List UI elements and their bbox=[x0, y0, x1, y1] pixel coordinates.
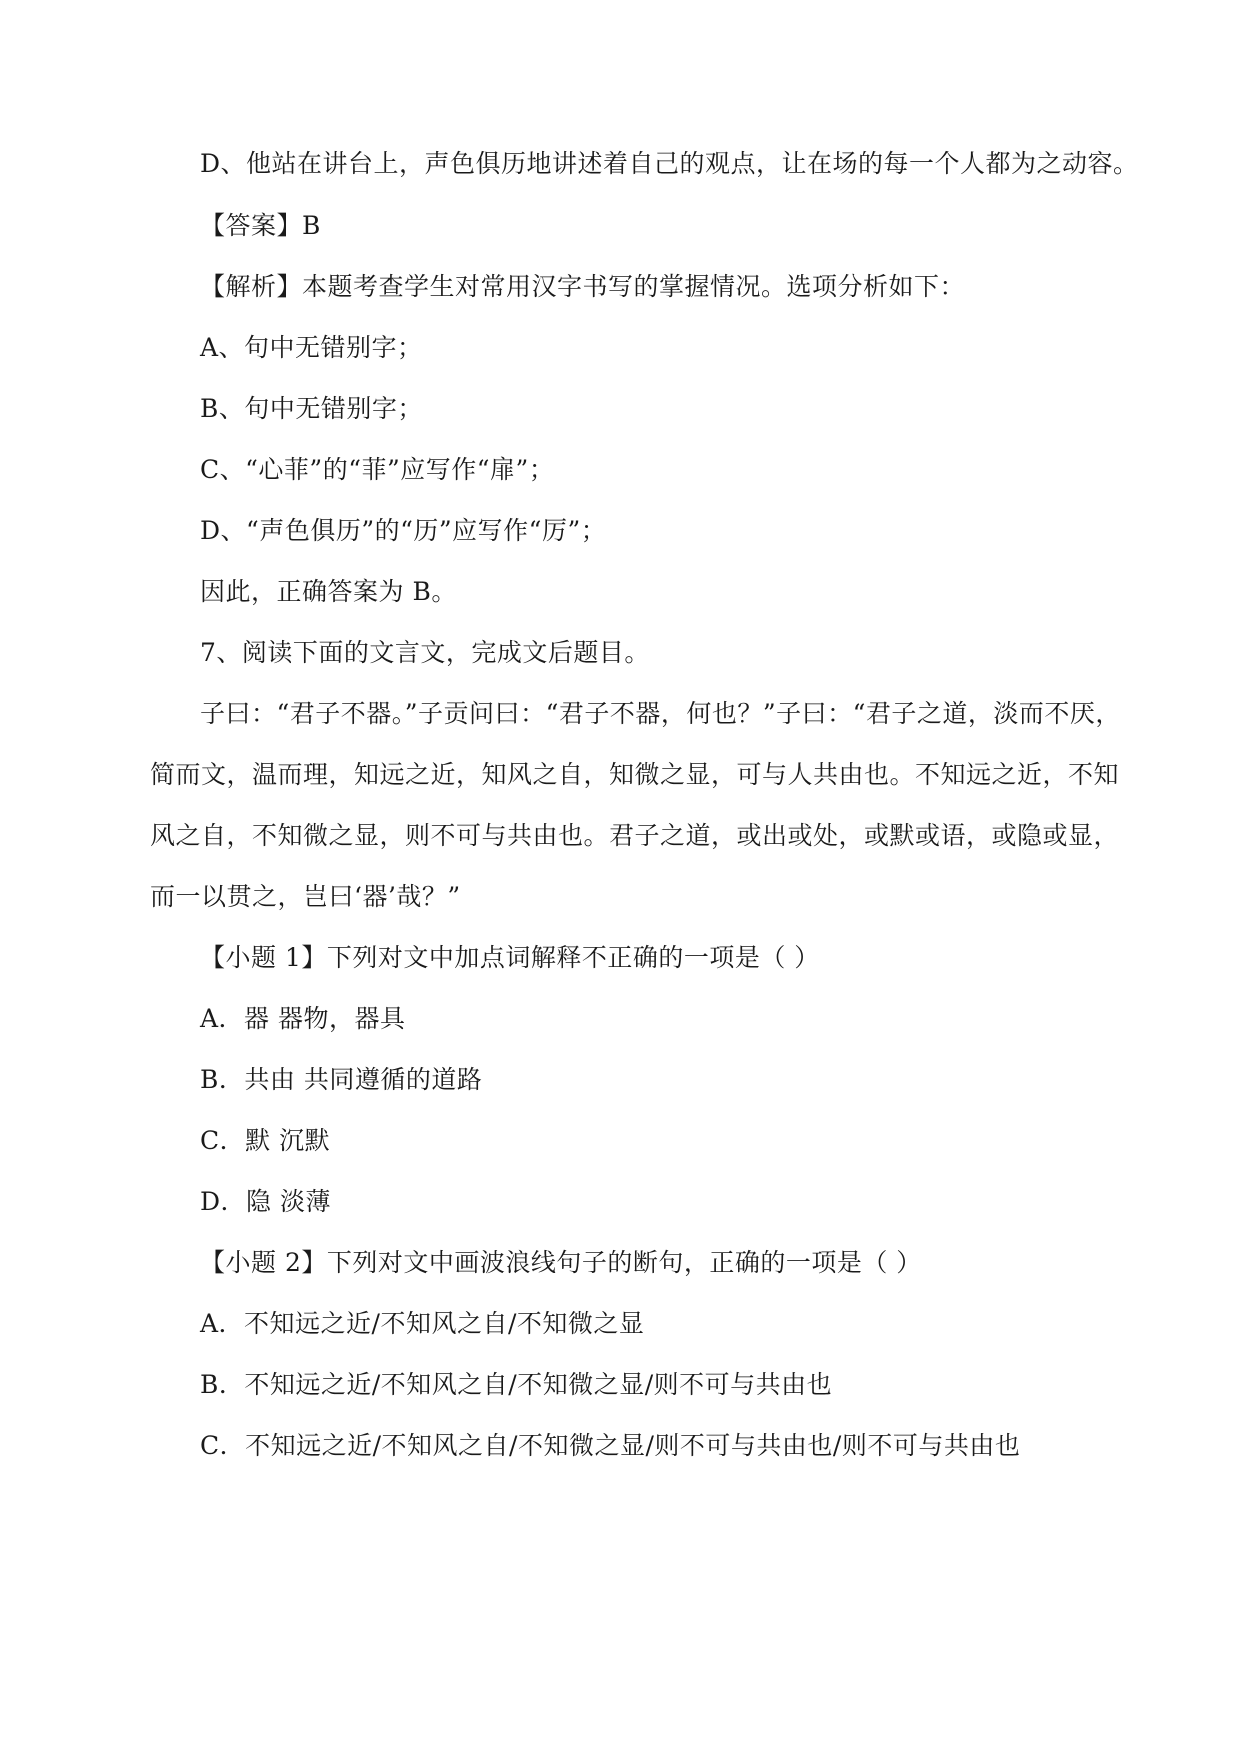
subquestion-2-option-c: C．不知远之近/不知风之自/不知微之显/则不可与共由也/则不可与共由也 bbox=[200, 1431, 1021, 1460]
analysis-option-a: A、句中无错别字； bbox=[200, 333, 423, 362]
subquestion-1-option-c: C．默 沉默 bbox=[200, 1126, 331, 1155]
passage-line-3: 风之自，不知微之显，则不可与共由也。君子之道，或出或处，或默或语，或隐或显， bbox=[150, 821, 1120, 850]
subquestion-2-heading: 【小题 2】下列对文中画波浪线句子的断句，正确的一项是（ ） bbox=[200, 1248, 922, 1277]
analysis-conclusion: 因此，正确答案为 B。 bbox=[200, 577, 457, 606]
passage-line-2: 简而文，温而理，知远之近，知风之自，知微之显，可与人共由也。不知远之近，不知 bbox=[150, 760, 1120, 789]
subquestion-1-heading: 【小题 1】下列对文中加点词解释不正确的一项是（ ） bbox=[200, 943, 820, 972]
question-7-heading: 7、阅读下面的文言文，完成文后题目。 bbox=[200, 638, 650, 667]
answer-line: 【答案】B bbox=[200, 211, 321, 240]
subquestion-1-option-b: B．共由 共同遵循的道路 bbox=[200, 1065, 483, 1094]
passage-line-1: 子曰：“君子不器。”子贡问曰：“君子不器，何也？”子曰：“君子之道，淡而不厌， bbox=[200, 699, 1121, 728]
analysis-option-d: D、“声色俱历”的“历”应写作“厉”； bbox=[200, 516, 607, 545]
analysis-intro: 【解析】本题考查学生对常用汉字书写的掌握情况。选项分析如下： bbox=[200, 272, 966, 301]
analysis-option-b: B、句中无错别字； bbox=[200, 394, 423, 423]
subquestion-1-option-d: D．隐 淡薄 bbox=[200, 1187, 331, 1216]
subquestion-1-option-a: A．器 器物，器具 bbox=[200, 1004, 406, 1033]
subquestion-2-option-b: B．不知远之近/不知风之自/不知微之显/则不可与共由也 bbox=[200, 1370, 833, 1399]
option-d-sentence: D、他站在讲台上，声色俱历地讲述着自己的观点，让在场的每一个人都为之动容。 bbox=[200, 149, 1139, 178]
subquestion-2-option-a: A．不知远之近/不知风之自/不知微之显 bbox=[200, 1309, 645, 1338]
analysis-option-c: C、“心菲”的“菲”应写作“扉”； bbox=[200, 455, 555, 484]
passage-line-4: 而一以贯之，岂曰‘器’哉？” bbox=[150, 882, 461, 911]
